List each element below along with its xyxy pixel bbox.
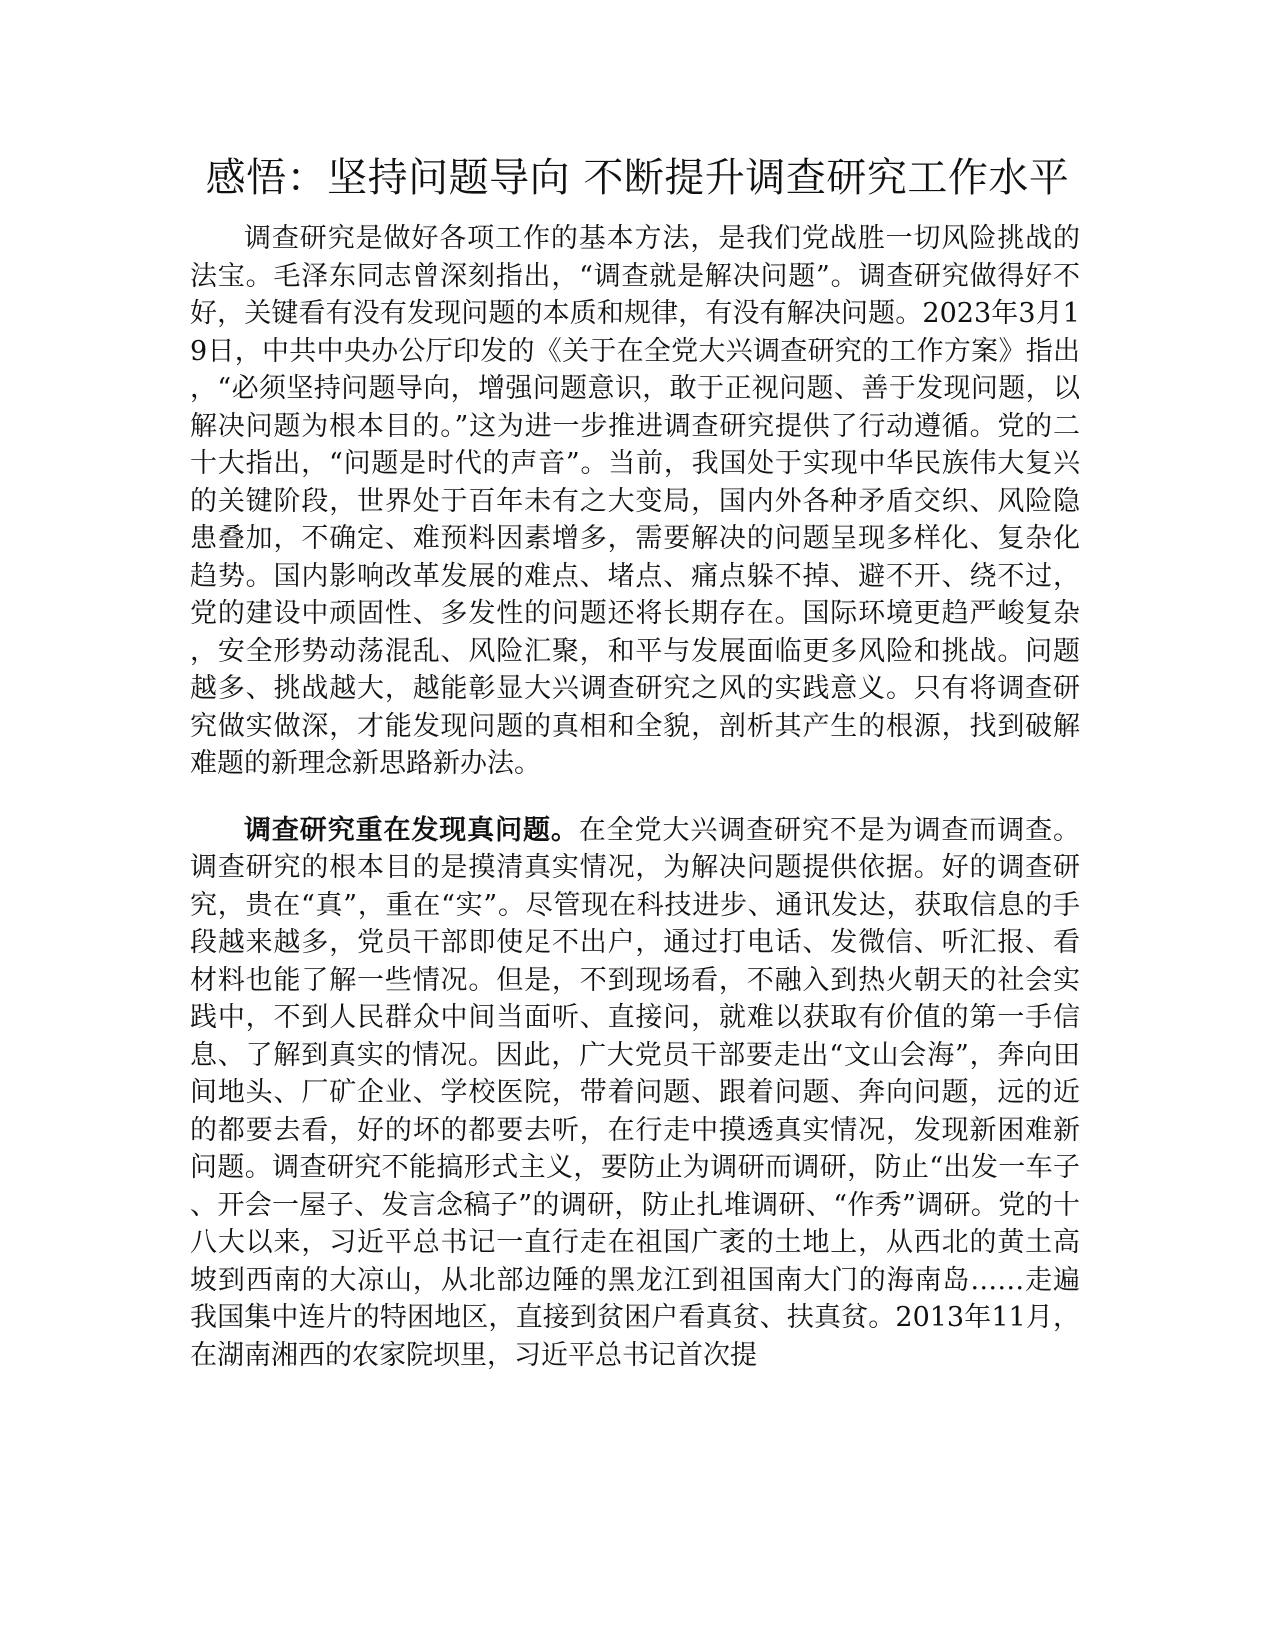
- paragraph-text: 在全党大兴调查研究不是为调查而调查。调查研究的根本目的是摸清真实情况，为解决问题提供依据。好的调查研究，贵在“真”，重在“实”。尽管现在科技进步、通讯发达，获取信息的手段越来越多，党员干部即使足不出户，通过打电话、发微信、听汇报、看材料也能了解一些情况。但是，不到现场看，不融入到热火朝天的社会实践中，不到人民群众中间当面听、直接问，就难以获取有价值的第一手信息、了解到真实的情况。因此，广大党员干部要走出“文山会海”，奔向田间地头、厂矿企业、学校医院，带着问题、跟着问题、奔向问题，远的近的都要去看，好的坏的都要去听，在行走中摸透真实情况，发现新困难新问题。调查研究不能搞形式主义，要防止为调研而调研，防止“出发一车子、开会一屋子、发言念稿子”的调研，防止扎堆调研、“作秀”调研。党的十八大以来，习近平总书记一直行走在祖国广袤的土地上，从西北的黄土高坡到西南的大凉山，从北部边陲的黑龙江到祖国南大门的海南岛……走遍我国集中连片的特困地区，直接到贫困户看真贫、扶真贫。2013年11月，在湖南湘西的农家院坝里，习近平总书记首次提: [190, 814, 1081, 1371]
- paragraph-discover-real-problems: [190, 812, 1080, 1375]
- document-title: 感悟：坚持问题导向 不断提升调查研究工作水平: [205, 155, 1070, 201]
- paragraph-text: 调查研究是做好各项工作的基本方法，是我们党战胜一切风险挑战的法宝。毛泽东同志曾深刻指出，“调查就是解决问题”。调查研究做得好不好，关键看有没有发现问题的本质和规律，有没有解决问题。2023年3月19日，中共中央办公厅印发的《关于在全党大兴调查研究的工作方案》指出，“必须坚持问题导向，增强问题意识，敢于正视问题、善于发现问题，以解决问题为根本目的。”这为进一步推进调查研究提供了行动遵循。党的二十大指出，“问题是时代的声音”。当前，我国处于实现中华民族伟大复兴的关键阶段，世界处于百年未有之大变局，国内外各种矛盾交织、风险隐患叠加，不确定、难预料因素增多，需要解决的问题呈现多样化、复杂化趋势。国内影响改革发展的难点、堵点、痛点躲不掉、避不开、绕不过，党的建设中顽固性、多发性的问题还将长期存在。国际环境更趋严峻复杂，安全形势动荡混乱、风险汇聚，和平与发展面临更多风险和挑战。问题越多、挑战越大，越能彰显大兴调查研究之风的实践意义。只有将调查研究做实做深，才能发现问题的真相和全貌，剖析其产生的根源，找到破解难题的新理念新思路新办法。: [190, 223, 1080, 779]
- paragraph-intro: [190, 220, 1080, 783]
- paragraph-lead-heading: 调查研究重在发现真问题。: [244, 814, 579, 846]
- document-body: [190, 220, 1080, 1374]
